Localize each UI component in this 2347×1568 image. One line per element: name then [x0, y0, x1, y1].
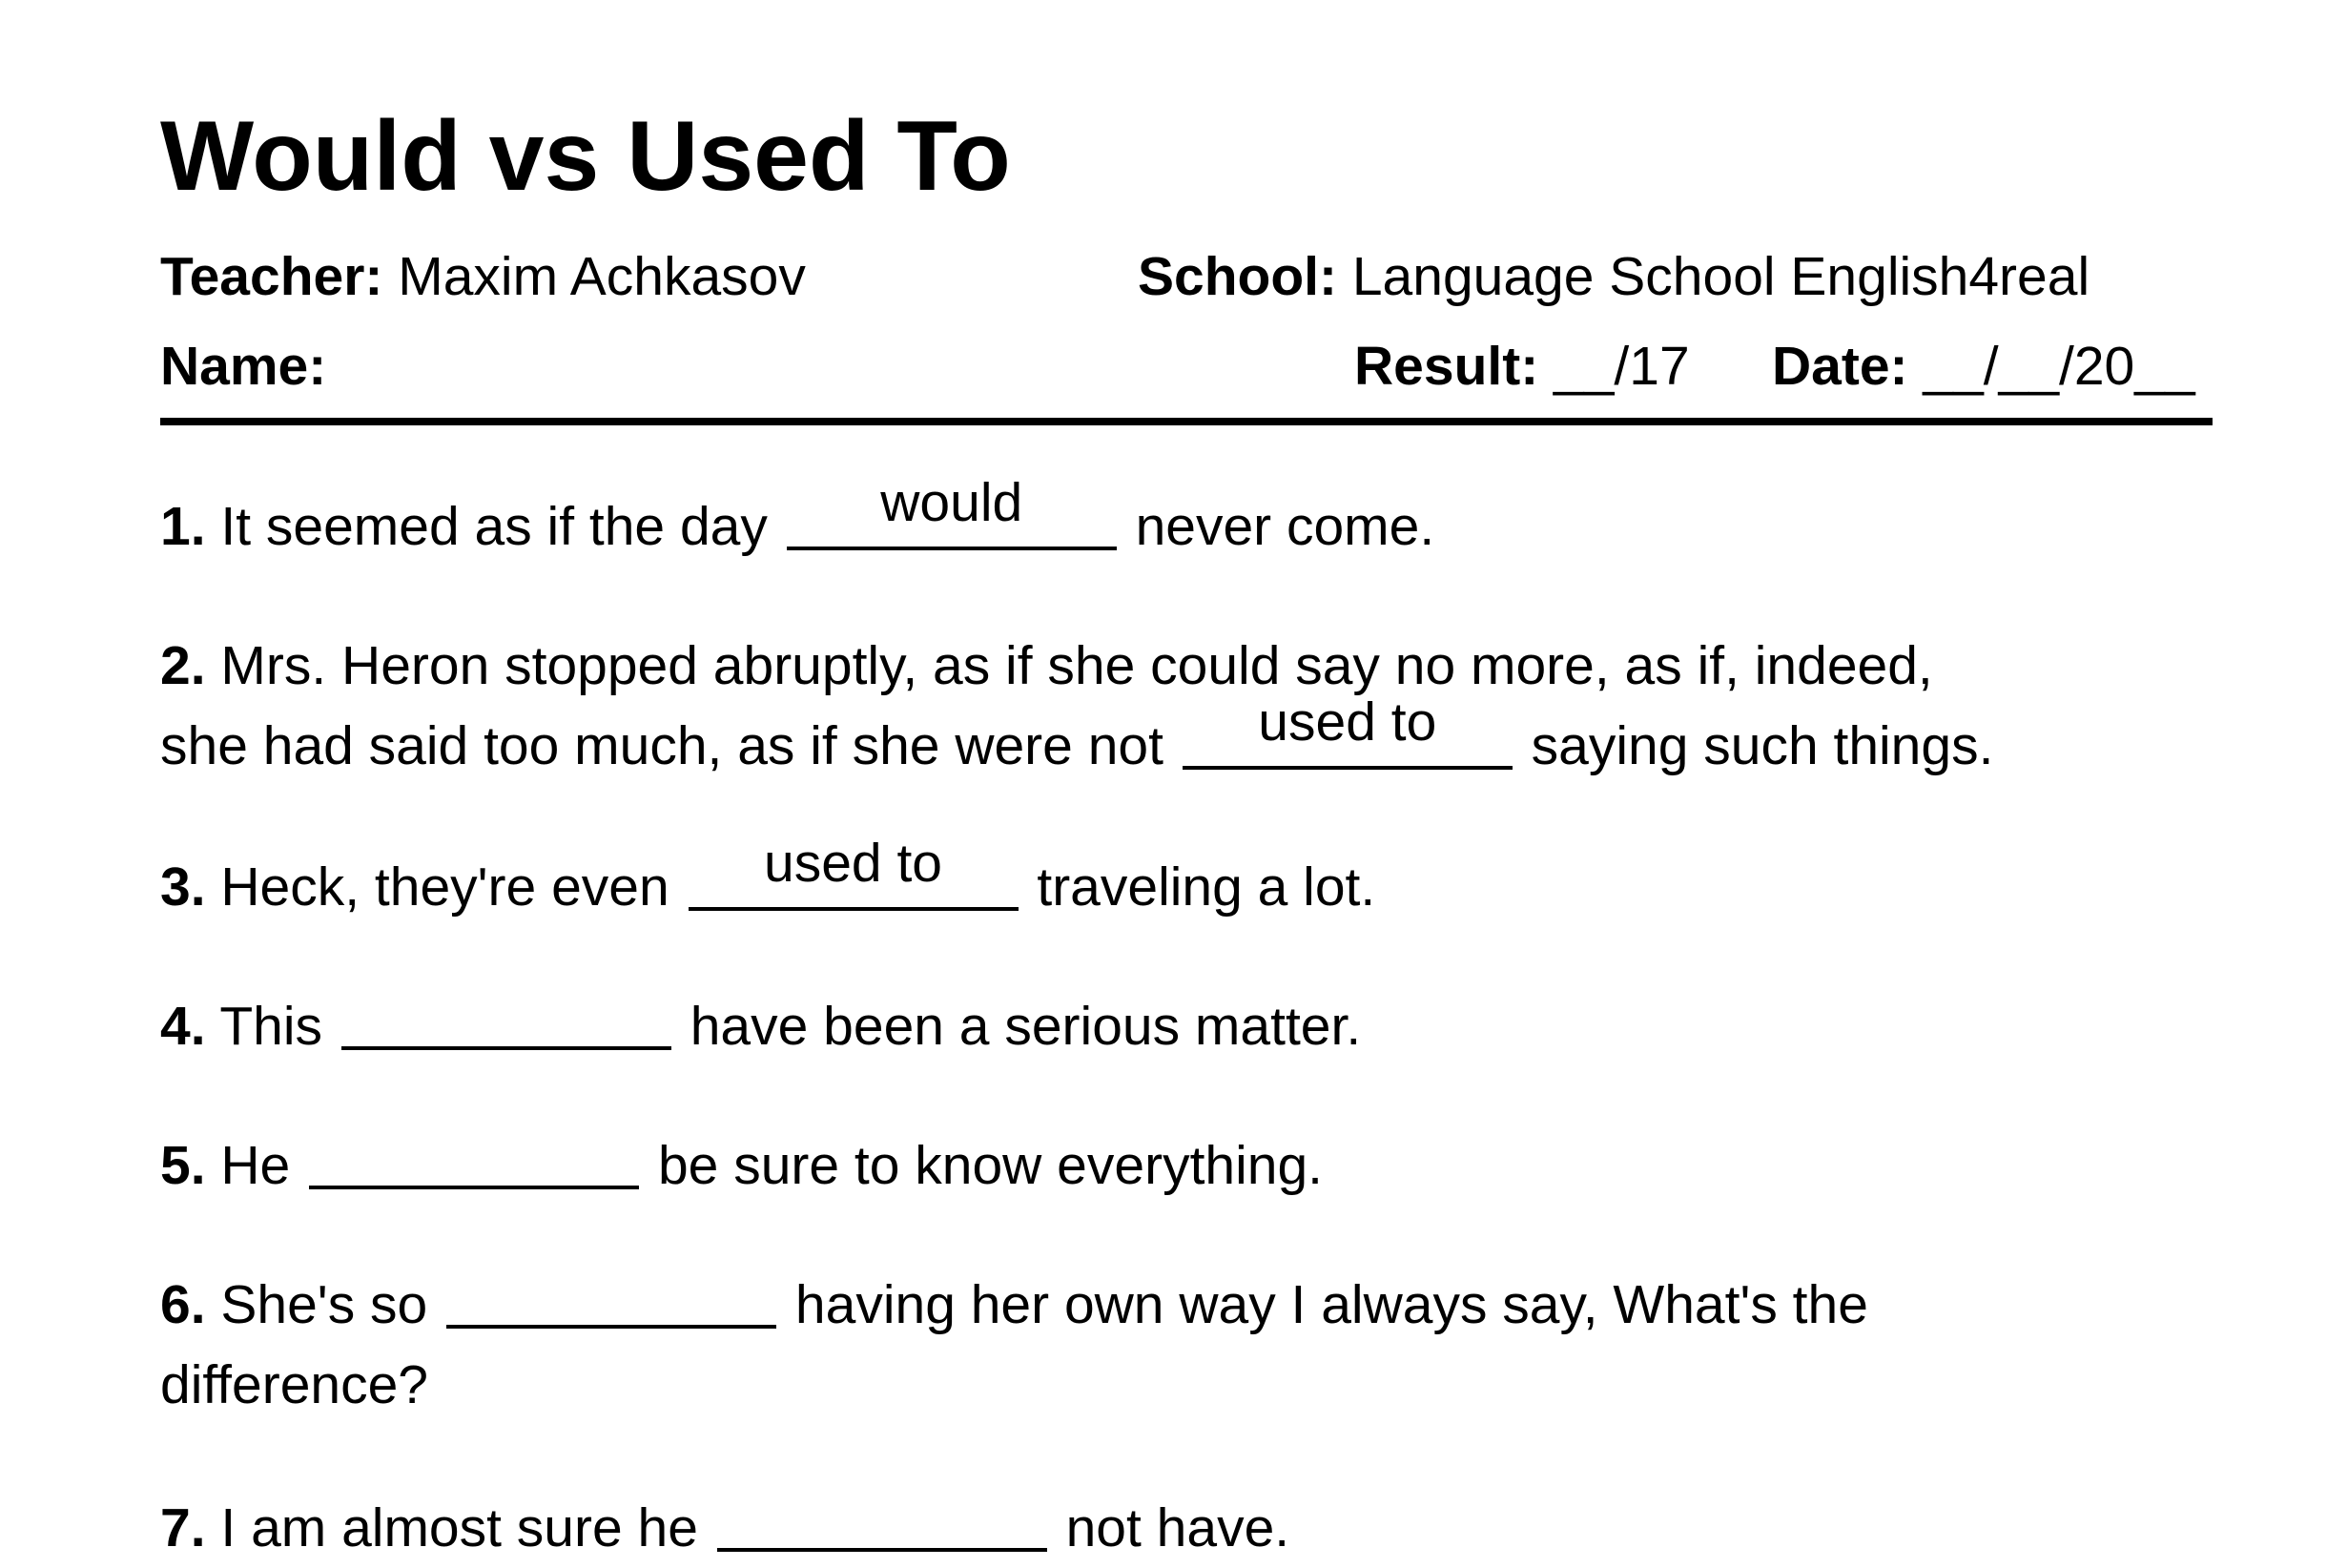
question-number: 2. [160, 635, 206, 696]
teacher-label: Teacher: [160, 246, 383, 307]
question-4 [160, 986, 2258, 1066]
question-text: Heck, they're even [220, 856, 669, 918]
question-text: traveling a lot. [1037, 856, 1376, 918]
question-number: 6. [160, 1274, 206, 1335]
date-line [1772, 336, 2195, 397]
header-divider [160, 418, 2213, 425]
question-number: 7. [160, 1497, 206, 1558]
question-text: having her own way I always say, What's the [794, 1274, 1868, 1335]
answer-text: used to [764, 833, 942, 894]
question-number: 1. [160, 496, 206, 557]
question-text: never come. [1135, 496, 1435, 557]
name-label: Name: [160, 336, 327, 397]
result-value: __/17 [1554, 336, 1690, 397]
question-number: 5. [160, 1135, 206, 1196]
question-text: He [220, 1135, 291, 1196]
teacher-name: Maxim Achkasov [398, 246, 806, 307]
question-text: I am almost sure he [220, 1497, 698, 1558]
answer-blank[interactable] [717, 1491, 1047, 1552]
question-text: be sure to know everything. [657, 1135, 1324, 1196]
answer-blank[interactable] [787, 472, 1117, 550]
answer-text: used to [1258, 691, 1437, 753]
question-number: 3. [160, 856, 206, 918]
question-text: This [219, 996, 323, 1057]
school-line [1138, 246, 2090, 307]
teacher-line [160, 246, 806, 307]
question-2 [160, 626, 2258, 786]
question-text: She's so [220, 1274, 428, 1335]
question-5 [160, 1125, 2258, 1206]
question-7 [160, 1488, 2258, 1568]
answer-text: would [880, 472, 1023, 533]
question-1 [160, 472, 2258, 567]
result-line [1354, 336, 1690, 397]
date-label: Date: [1772, 336, 1908, 397]
question-text: have been a serious matter. [690, 996, 1362, 1057]
school-name: Language School English4real [1351, 246, 2090, 307]
school-label: School: [1138, 246, 1337, 307]
page-title: Would vs Used To [160, 101, 1011, 212]
student-name-field[interactable] [160, 336, 327, 397]
question-3 [160, 833, 2258, 927]
answer-blank[interactable] [1183, 691, 1513, 770]
answer-blank[interactable] [446, 1268, 776, 1329]
answer-blank[interactable] [341, 989, 671, 1050]
question-text: not have. [1065, 1497, 1290, 1558]
result-label: Result: [1354, 336, 1539, 397]
date-value: __/__/20__ [1923, 336, 2195, 397]
question-text: It seemed as if the day [220, 496, 768, 557]
question-text: Mrs. Heron stopped abruptly, as if she could say no more, as if, indeed, [220, 635, 1933, 696]
answer-blank[interactable] [309, 1128, 639, 1189]
question-text: she had said too much, as if she were not [160, 715, 1163, 776]
question-number: 4. [160, 996, 206, 1057]
question-6 [160, 1265, 2258, 1425]
question-text: difference? [160, 1354, 428, 1415]
question-text: saying such things. [1531, 715, 1994, 776]
answer-blank[interactable] [689, 833, 1019, 911]
